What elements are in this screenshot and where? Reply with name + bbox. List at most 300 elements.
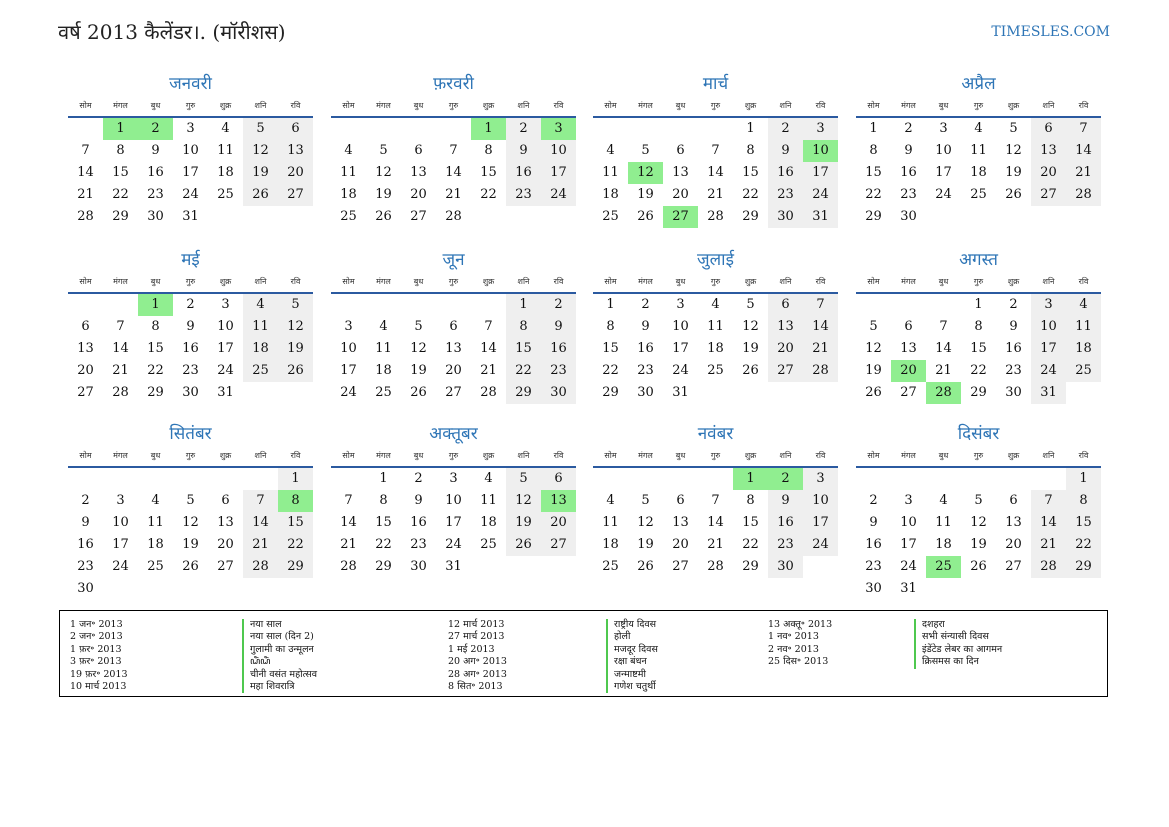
day-cell: 14 [243, 512, 278, 534]
day-cell: 21 [77, 187, 94, 202]
day-cell: 6 [278, 118, 313, 140]
holiday-day-cell: 1 [138, 294, 173, 316]
day-cell: 13 [278, 140, 313, 162]
day-cell: 16 [77, 537, 94, 552]
legend-names-3 [914, 619, 1002, 669]
day-cell: 30 [541, 382, 576, 404]
day-cell: 7 [484, 319, 493, 334]
weekday-label: बुध [675, 451, 686, 460]
day-cell: 7 [243, 490, 278, 512]
day-cell: 22 [278, 534, 313, 556]
day-cell: 5 [974, 493, 983, 508]
month-calendar [593, 72, 838, 228]
month-calendar [331, 72, 576, 228]
day-cell: 6 [1009, 493, 1018, 508]
day-cell: 27 [445, 385, 462, 400]
day-grid [593, 468, 838, 578]
day-cell: 30 [768, 206, 803, 228]
day-cell: 3 [449, 471, 458, 486]
day-cell: 31 [182, 209, 199, 224]
holiday-day-cell: 28 [926, 382, 961, 404]
month-calendar [331, 248, 576, 404]
month-name: सितंबर [169, 424, 212, 444]
holiday-name: मजदूर दिवस [606, 644, 658, 656]
weekday-label: बुध [413, 101, 424, 110]
day-cell: 14 [340, 515, 357, 530]
month-calendar [331, 422, 576, 578]
weekday-label: गुरु [973, 101, 984, 110]
day-cell: 6 [81, 319, 90, 334]
day-cell: 10 [445, 493, 462, 508]
day-cell: 9 [768, 140, 803, 162]
day-cell: 9 [1009, 319, 1018, 334]
day-cell: 13 [77, 341, 94, 356]
day-cell: 3 [939, 121, 948, 136]
day-cell: 16 [768, 512, 803, 534]
empty-cell [436, 118, 471, 140]
weekday-label: गुरु [973, 451, 984, 460]
day-cell: 4 [606, 493, 615, 508]
empty-cell [68, 294, 103, 316]
day-cell: 7 [1066, 118, 1101, 140]
weekday-label: गुरु [185, 101, 196, 110]
day-cell: 24 [672, 363, 689, 378]
weekday-header [593, 446, 838, 468]
day-cell: 14 [803, 316, 838, 338]
empty-cell [366, 118, 401, 140]
day-cell: 9 [768, 490, 803, 512]
day-cell: 11 [1066, 316, 1101, 338]
weekday-label: रवि [815, 277, 826, 286]
day-cell: 25 [707, 363, 724, 378]
weekday-label: गुरु [973, 277, 984, 286]
day-cell: 15 [506, 338, 541, 360]
weekday-label: मंगल [113, 277, 128, 286]
legend-names-1 [242, 619, 317, 693]
weekday-label: गुरु [448, 101, 459, 110]
day-cell: 9 [151, 143, 160, 158]
weekday-label: मंगल [113, 101, 128, 110]
day-cell: 19 [742, 341, 759, 356]
day-cell: 28 [445, 209, 462, 224]
weekday-label: सोम [867, 277, 880, 286]
empty-cell [856, 468, 891, 490]
day-cell: 24 [541, 184, 576, 206]
day-cell: 15 [742, 165, 759, 180]
day-cell: 12 [1005, 143, 1022, 158]
day-cell: 11 [340, 165, 357, 180]
weekday-label: गुरु [448, 451, 459, 460]
day-cell: 7 [116, 319, 125, 334]
day-grid [331, 118, 576, 228]
day-cell: 6 [676, 493, 685, 508]
month-name: फ़रवरी [433, 74, 474, 94]
empty-cell [628, 468, 663, 490]
month-calendar [68, 72, 313, 228]
day-cell: 18 [480, 515, 497, 530]
day-cell: 8 [379, 493, 388, 508]
day-cell: 30 [768, 556, 803, 578]
day-cell: 30 [900, 209, 917, 224]
day-cell: 19 [375, 187, 392, 202]
day-cell: 7 [803, 294, 838, 316]
day-cell: 6 [221, 493, 230, 508]
page-title: वर्ष 2013 कैलेंडर।. (मॉरीशस) [58, 20, 286, 44]
day-cell: 8 [151, 319, 160, 334]
weekday-label: सोम [79, 277, 92, 286]
day-cell: 9 [186, 319, 195, 334]
day-cell: 13 [217, 515, 234, 530]
day-cell: 8 [869, 143, 878, 158]
day-cell: 30 [637, 385, 654, 400]
day-cell: 20 [410, 187, 427, 202]
day-cell: 24 [340, 385, 357, 400]
day-cell: 19 [410, 363, 427, 378]
empty-cell [138, 468, 173, 490]
empty-cell [926, 468, 961, 490]
weekday-label: गुरु [710, 451, 721, 460]
day-cell: 4 [151, 493, 160, 508]
day-cell: 16 [506, 162, 541, 184]
day-cell: 19 [243, 162, 278, 184]
day-cell: 12 [506, 490, 541, 512]
day-cell: 21 [480, 363, 497, 378]
holiday-date: 2 जन॰ 2013 [70, 631, 123, 643]
day-cell: 19 [506, 512, 541, 534]
day-cell: 9 [541, 316, 576, 338]
holiday-name: इंडेंटेड लेबर का आगमन [914, 644, 1002, 656]
day-cell: 21 [935, 363, 952, 378]
day-cell: 12 [278, 316, 313, 338]
day-cell: 29 [865, 209, 882, 224]
day-cell: 29 [742, 559, 759, 574]
day-cell: 16 [637, 341, 654, 356]
day-cell: 29 [375, 559, 392, 574]
day-cell: 2 [81, 493, 90, 508]
weekday-label: बुध [938, 451, 949, 460]
day-cell: 24 [803, 184, 838, 206]
weekday-label: रवि [290, 451, 301, 460]
day-cell: 28 [340, 559, 357, 574]
day-cell: 15 [480, 165, 497, 180]
day-cell: 2 [641, 297, 650, 312]
day-cell: 17 [803, 512, 838, 534]
day-cell: 28 [243, 556, 278, 578]
day-cell: 26 [278, 360, 313, 382]
weekday-label: मंगल [638, 101, 653, 110]
weekday-header [68, 96, 313, 118]
day-cell: 26 [1005, 187, 1022, 202]
day-cell: 15 [970, 341, 987, 356]
month-calendar [593, 248, 838, 404]
day-cell: 29 [112, 209, 129, 224]
day-cell: 16 [541, 338, 576, 360]
weekday-label: रवि [815, 451, 826, 460]
month-name: अक्तूबर [429, 424, 478, 444]
day-cell: 2 [1009, 297, 1018, 312]
day-cell: 29 [742, 209, 759, 224]
day-cell: 23 [410, 537, 427, 552]
weekday-label: शुक्र [219, 101, 232, 110]
day-cell: 16 [1005, 341, 1022, 356]
weekday-label: रवि [290, 101, 301, 110]
day-cell: 23 [1005, 363, 1022, 378]
day-cell: 17 [112, 537, 129, 552]
weekday-label: शुक्र [482, 277, 495, 286]
day-cell: 26 [637, 209, 654, 224]
weekday-header [331, 446, 576, 468]
day-cell: 12 [375, 165, 392, 180]
day-cell: 5 [746, 297, 755, 312]
day-cell: 7 [939, 319, 948, 334]
holiday-day-cell: 20 [891, 360, 926, 382]
day-cell: 10 [182, 143, 199, 158]
empty-cell [891, 468, 926, 490]
day-cell: 14 [707, 515, 724, 530]
day-cell: 14 [1031, 512, 1066, 534]
day-cell: 22 [602, 363, 619, 378]
weekday-header [856, 96, 1101, 118]
holiday-date: 13 अक्तू॰ 2013 [768, 619, 833, 630]
weekday-label: गुरु [185, 277, 196, 286]
day-cell: 30 [1005, 385, 1022, 400]
holiday-date: 1 फ़र॰ 2013 [70, 643, 122, 655]
day-cell: 19 [865, 363, 882, 378]
day-cell: 25 [970, 187, 987, 202]
day-cell: 6 [449, 319, 458, 334]
day-cell: 9 [641, 319, 650, 334]
weekday-label: शनि [779, 101, 792, 110]
empty-cell [103, 294, 138, 316]
day-cell: 21 [707, 537, 724, 552]
day-cell: 17 [541, 162, 576, 184]
holiday-date: 25 दिस॰ 2013 [768, 656, 829, 668]
day-cell: 17 [672, 341, 689, 356]
day-cell: 29 [506, 382, 541, 404]
day-cell: 21 [1066, 162, 1101, 184]
day-cell: 1 [974, 297, 983, 312]
weekday-label: सोम [604, 277, 617, 286]
day-cell: 16 [768, 162, 803, 184]
day-cell: 4 [939, 493, 948, 508]
day-cell: 6 [904, 319, 913, 334]
day-cell: 1 [506, 294, 541, 316]
day-cell: 5 [641, 493, 650, 508]
weekday-header [593, 272, 838, 294]
weekday-label: गुरु [185, 451, 196, 460]
day-cell: 27 [410, 209, 427, 224]
day-cell: 24 [112, 559, 129, 574]
day-cell: 11 [217, 143, 234, 158]
day-cell: 15 [865, 165, 882, 180]
day-cell: 3 [803, 468, 838, 490]
empty-cell [243, 468, 278, 490]
empty-cell [663, 118, 698, 140]
day-cell: 3 [904, 493, 913, 508]
weekday-label: सोम [342, 101, 355, 110]
day-cell: 13 [672, 165, 689, 180]
day-cell: 22 [742, 187, 759, 202]
weekday-label: मंगल [376, 451, 391, 460]
holiday-name: ꦝꦶꦁꦝꦶꦁ [242, 656, 317, 668]
holiday-day-cell: 2 [768, 468, 803, 490]
day-cell: 14 [112, 341, 129, 356]
day-cell: 10 [803, 490, 838, 512]
empty-cell [208, 468, 243, 490]
day-cell: 29 [147, 385, 164, 400]
day-cell: 10 [900, 515, 917, 530]
day-cell: 26 [865, 385, 882, 400]
month-name: दिसंबर [957, 424, 1000, 444]
weekday-label: बुध [413, 277, 424, 286]
day-cell: 13 [410, 165, 427, 180]
day-cell: 26 [742, 363, 759, 378]
holiday-day-cell: 2 [138, 118, 173, 140]
day-cell: 2 [869, 493, 878, 508]
day-cell: 4 [379, 319, 388, 334]
day-cell: 12 [637, 515, 654, 530]
weekday-label: बुध [938, 277, 949, 286]
holiday-legend [59, 610, 1108, 697]
day-cell: 5 [1009, 121, 1018, 136]
day-cell: 18 [147, 537, 164, 552]
day-cell: 13 [445, 341, 462, 356]
holiday-date: 10 मार्च 2013 [70, 680, 127, 692]
day-cell: 23 [77, 559, 94, 574]
day-cell: 10 [217, 319, 234, 334]
legend-dates-3 [768, 619, 832, 669]
day-cell: 14 [935, 341, 952, 356]
weekday-label: शुक्र [744, 101, 757, 110]
empty-cell [698, 118, 733, 140]
month-name: अप्रैल [961, 74, 996, 94]
day-cell: 10 [935, 143, 952, 158]
day-cell: 11 [707, 319, 724, 334]
day-cell: 2 [904, 121, 913, 136]
day-cell: 22 [742, 537, 759, 552]
holiday-name: राष्ट्रीय दिवस [606, 619, 658, 631]
weekday-header [331, 96, 576, 118]
day-grid [331, 468, 576, 578]
weekday-label: रवि [553, 101, 564, 110]
day-cell: 21 [707, 187, 724, 202]
day-cell: 8 [484, 143, 493, 158]
weekday-label: मंगल [638, 277, 653, 286]
day-cell: 11 [480, 493, 497, 508]
day-cell: 15 [278, 512, 313, 534]
empty-cell [926, 294, 961, 316]
day-cell: 2 [506, 118, 541, 140]
day-cell: 10 [1031, 316, 1066, 338]
empty-cell [331, 118, 366, 140]
day-cell: 11 [935, 515, 952, 530]
holiday-date: 1 नव॰ 2013 [768, 631, 819, 643]
day-cell: 4 [221, 121, 230, 136]
day-cell: 29 [1066, 556, 1101, 578]
weekday-label: शनि [517, 277, 530, 286]
day-cell: 17 [182, 165, 199, 180]
weekday-label: रवि [553, 277, 564, 286]
day-cell: 4 [344, 143, 353, 158]
weekday-label: रवि [290, 277, 301, 286]
day-cell: 8 [746, 493, 755, 508]
weekday-label: मंगल [901, 277, 916, 286]
empty-cell [856, 294, 891, 316]
day-cell: 9 [414, 493, 423, 508]
day-cell: 23 [147, 187, 164, 202]
day-cell: 8 [974, 319, 983, 334]
day-grid [331, 294, 576, 404]
day-cell: 16 [147, 165, 164, 180]
empty-cell [996, 468, 1031, 490]
day-cell: 25 [243, 360, 278, 382]
day-cell: 26 [375, 209, 392, 224]
day-cell: 25 [217, 187, 234, 202]
weekday-label: बुध [675, 277, 686, 286]
day-cell: 16 [900, 165, 917, 180]
day-cell: 30 [182, 385, 199, 400]
month-name: मार्च [702, 74, 729, 94]
day-cell: 21 [803, 338, 838, 360]
day-cell: 27 [672, 559, 689, 574]
day-cell: 20 [1031, 162, 1066, 184]
weekday-label: शनि [1042, 101, 1055, 110]
empty-cell [68, 468, 103, 490]
day-cell: 3 [344, 319, 353, 334]
site-link[interactable]: TIMESLES.COM [991, 24, 1110, 40]
day-cell: 31 [803, 206, 838, 228]
day-cell: 22 [865, 187, 882, 202]
day-cell: 25 [375, 385, 392, 400]
day-grid [856, 294, 1101, 404]
day-cell: 21 [340, 537, 357, 552]
day-cell: 4 [711, 297, 720, 312]
day-cell: 24 [182, 187, 199, 202]
empty-cell [663, 468, 698, 490]
day-cell: 15 [147, 341, 164, 356]
weekday-label: शुक्र [219, 277, 232, 286]
day-cell: 30 [410, 559, 427, 574]
empty-cell [401, 294, 436, 316]
holiday-name: गुलामी का उन्मूलन [242, 644, 317, 656]
weekday-header [593, 96, 838, 118]
day-cell: 4 [974, 121, 983, 136]
day-cell: 23 [541, 360, 576, 382]
day-cell: 18 [217, 165, 234, 180]
weekday-label: बुध [150, 451, 161, 460]
day-cell: 10 [541, 140, 576, 162]
day-cell: 28 [707, 209, 724, 224]
day-cell: 13 [672, 515, 689, 530]
weekday-label: सोम [604, 101, 617, 110]
day-cell: 15 [602, 341, 619, 356]
day-cell: 6 [541, 468, 576, 490]
day-cell: 3 [221, 297, 230, 312]
day-cell: 26 [243, 184, 278, 206]
day-cell: 26 [637, 559, 654, 574]
day-cell: 24 [935, 187, 952, 202]
day-cell: 25 [480, 537, 497, 552]
day-cell: 19 [637, 537, 654, 552]
day-cell: 17 [935, 165, 952, 180]
weekday-label: रवि [1078, 101, 1089, 110]
day-cell: 20 [768, 338, 803, 360]
day-cell: 26 [970, 559, 987, 574]
weekday-label: बुध [675, 101, 686, 110]
day-cell: 18 [1066, 338, 1101, 360]
day-cell: 19 [970, 537, 987, 552]
weekday-label: मंगल [901, 451, 916, 460]
